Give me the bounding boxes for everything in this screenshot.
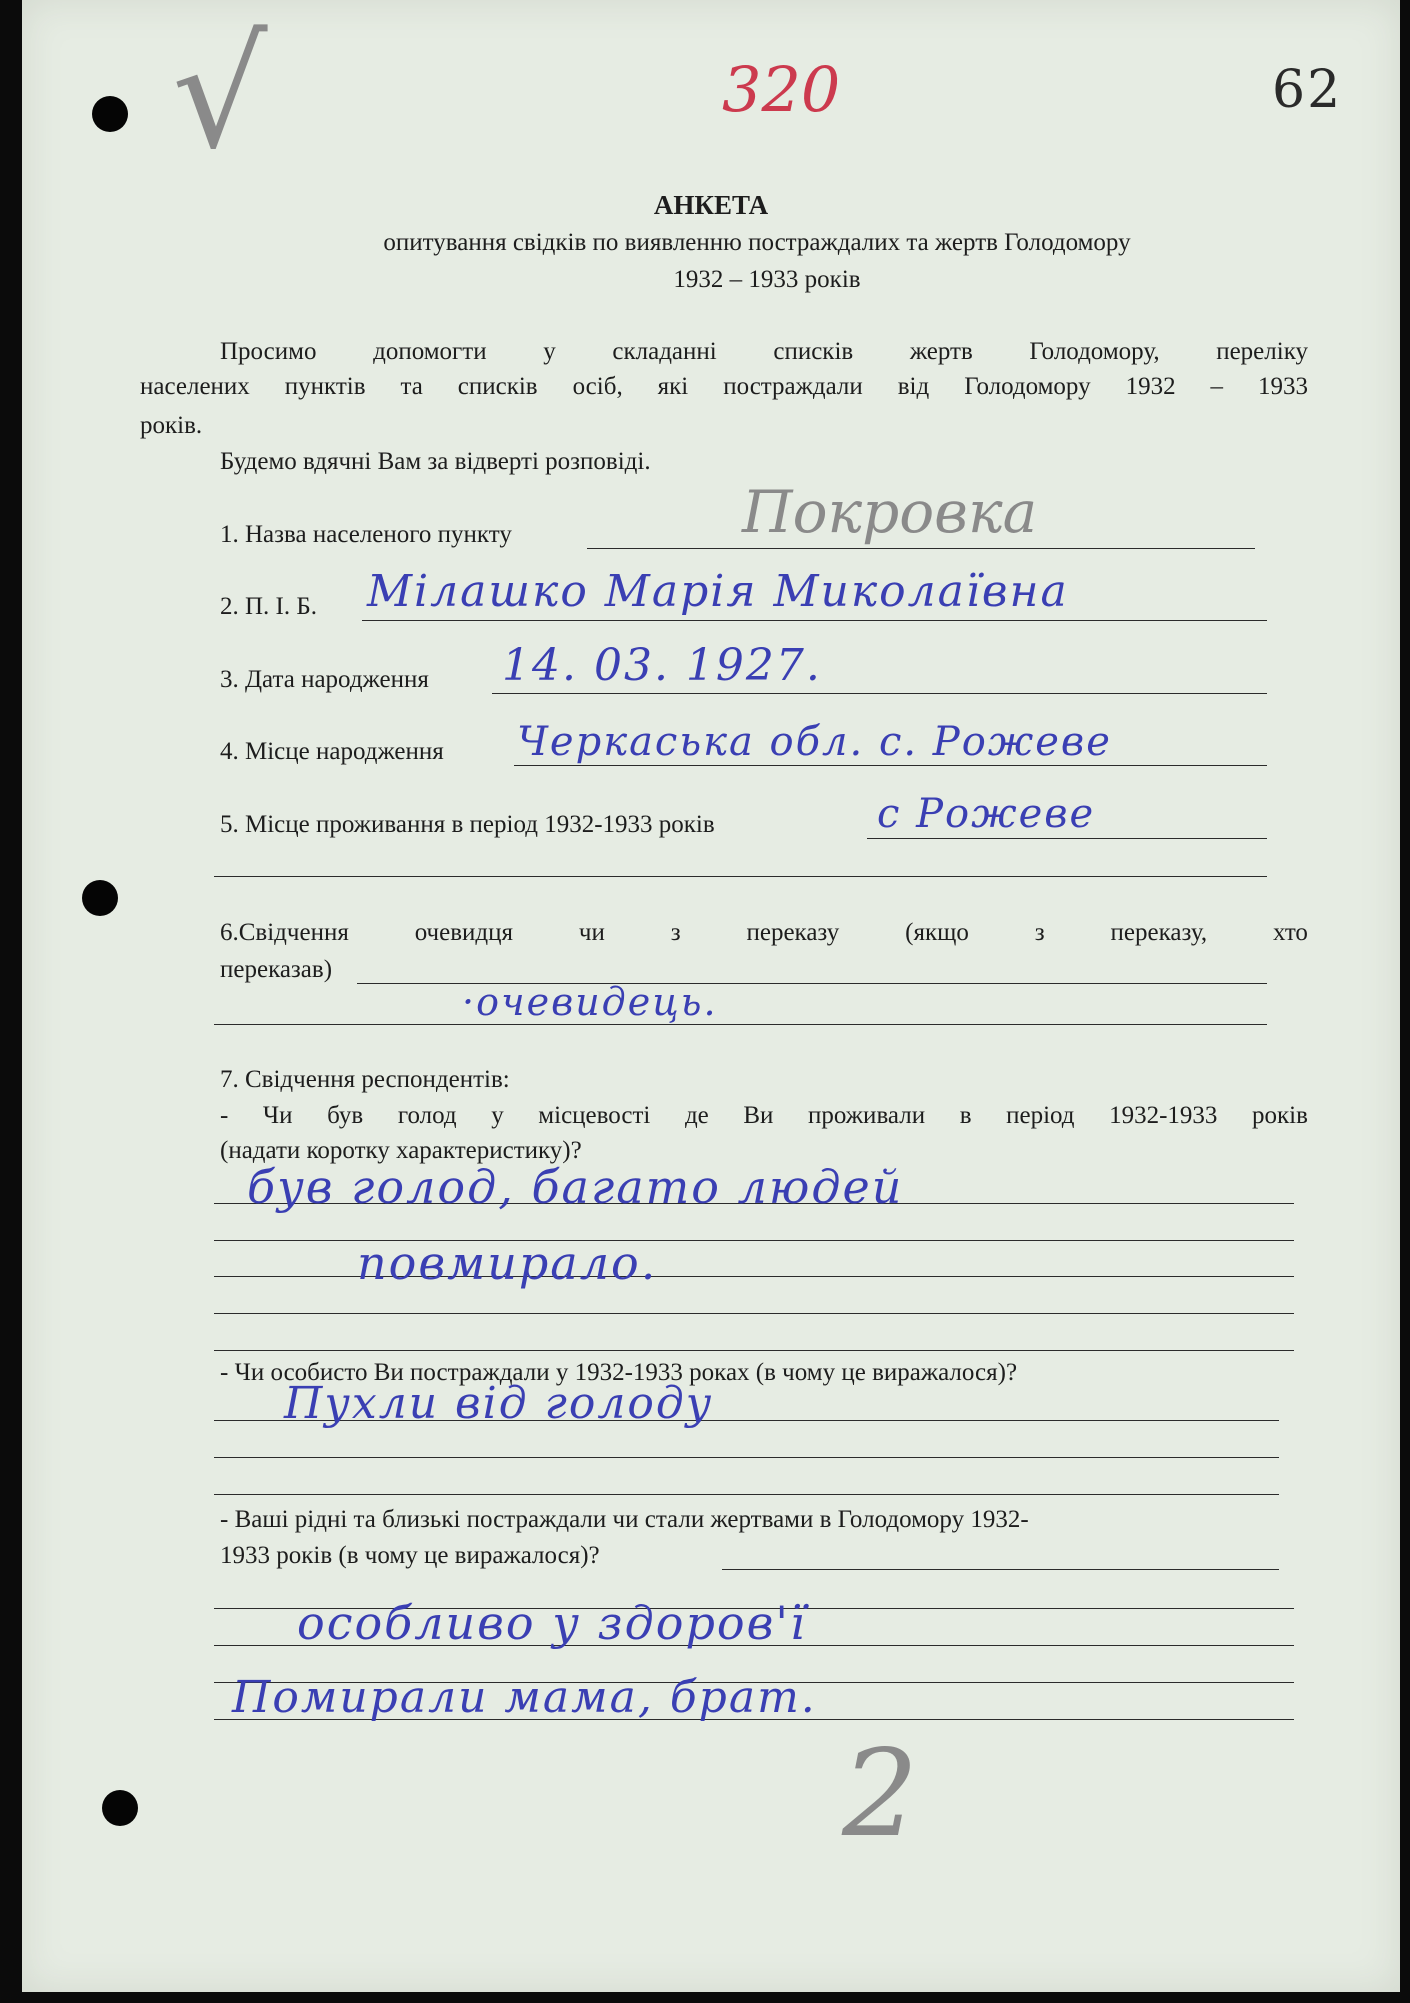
q6-word: переказу, (1110, 919, 1208, 946)
intro-line3: років. (140, 412, 203, 439)
intro-word: списків (773, 338, 854, 365)
form-subtitle-line2: 1932 – 1933 років (673, 266, 861, 293)
q6-word: переказу (746, 919, 840, 946)
intro-word: які (657, 373, 689, 400)
settlement-value: Покровка (742, 478, 1038, 546)
q7-word: проживали (808, 1102, 926, 1129)
q6-word: 6.Свідчення (220, 919, 349, 946)
q6-label-line2: переказав) (220, 956, 333, 983)
q7-question1-line2: (надати коротку характеристику)? (220, 1137, 582, 1164)
q6-answer: ·очевидець. (462, 980, 718, 1024)
archive-number: 320 (722, 53, 841, 126)
intro-line2 (140, 372, 1308, 402)
q7-word: в (959, 1102, 972, 1129)
q7-question3-line2: 1933 років (в чому це виражалося)? (220, 1542, 600, 1569)
intro-word: 1933 (1257, 373, 1308, 400)
q7-heading: 7. Свідчення респондентів: (220, 1066, 510, 1093)
q6-word: з (1034, 919, 1045, 946)
residence-label: 5. Місце проживання в період 1932-1933 років (220, 811, 715, 838)
intro-word: осіб, (572, 373, 623, 400)
q7-word: був (327, 1102, 364, 1129)
q7-answer2-line-3 (214, 1494, 1279, 1495)
intro-word: – (1210, 373, 1224, 400)
q7-question1-line1 (220, 1101, 1308, 1131)
intro-word: від (897, 373, 930, 400)
intro-word: та (400, 373, 423, 400)
q6-line-2 (214, 1024, 1267, 1025)
q7-word: Чи (262, 1102, 293, 1129)
q7-question3-line1: - Ваші рідні та близькі постраждали чи стали жертвами в Голодомору 1932- (220, 1506, 1029, 1533)
intro-word: Просимо (220, 338, 317, 365)
intro-word: Голодомору, (1029, 338, 1160, 365)
residence-value: с Рожеве (877, 791, 1096, 837)
intro-line1 (220, 337, 1308, 367)
intro-thanks: Будемо вдячні Вам за відверті розповіді. (220, 448, 651, 475)
check-mark: √ (172, 8, 268, 182)
q7-answer2: Пухли від голоду (284, 1378, 714, 1429)
q7-word: 1932-1933 (1109, 1102, 1218, 1129)
q7-answer1-line2: повмирало. (357, 1236, 658, 1290)
q7-word: у (491, 1102, 504, 1129)
birth-date-line (492, 693, 1267, 694)
birth-place-label: 4. Місце народження (220, 738, 444, 765)
q7-answer2-line-2 (214, 1457, 1279, 1458)
intro-word: у (543, 338, 556, 365)
q6-word: чи (578, 919, 605, 946)
q7-answer3-line2: Помирали мама, брат. (232, 1672, 817, 1723)
intro-word: допомогти (373, 338, 487, 365)
q7-word: голод (397, 1102, 457, 1129)
q7-question2: - Чи особисто Ви постраждали у 1932-1933 роках (в чому це виражалося)? (220, 1359, 1018, 1386)
q7-answer3-line1: особливо у здоров'ї (297, 1596, 807, 1650)
q7-word: місцевості (538, 1102, 651, 1129)
intro-word: населених (140, 373, 250, 400)
name-line (362, 620, 1267, 621)
residence-line-2 (214, 876, 1267, 877)
bottom-pencil-number: 2 (842, 1725, 919, 1864)
q7-word: період (1006, 1102, 1075, 1129)
q7-word: років (1252, 1102, 1308, 1129)
questionnaire-page (22, 0, 1400, 1992)
birth-place-value: Черкаська обл. с. Рожеве (517, 719, 1112, 765)
page-number: 62 (1272, 60, 1343, 120)
intro-word: пунктів (284, 373, 366, 400)
intro-word: списків (457, 373, 538, 400)
q7-answer3-line-1 (722, 1569, 1279, 1570)
q6-word: з (670, 919, 681, 946)
intro-word: постраждали (723, 373, 863, 400)
form-title: АНКЕТА (653, 190, 769, 220)
punch-hole-middle (82, 880, 118, 916)
intro-word: жертв (909, 338, 973, 365)
q7-answer1-line-4 (214, 1313, 1294, 1314)
intro-word: складанні (612, 338, 717, 365)
q6-word: хто (1272, 919, 1308, 946)
settlement-line (587, 548, 1255, 549)
q7-answer1-line-5 (214, 1350, 1294, 1351)
residence-line-1 (867, 838, 1267, 839)
birth-date-value: 14. 03. 1927. (502, 640, 822, 691)
birth-date-label: 3. Дата народження (220, 666, 429, 693)
q6-label-line1 (220, 918, 1308, 948)
q7-word: де (684, 1102, 709, 1129)
intro-word: 1932 (1125, 373, 1176, 400)
settlement-label: 1. Назва населеного пункту (220, 521, 512, 548)
punch-hole-bottom (102, 1790, 138, 1826)
q6-word: (якщо (905, 919, 969, 946)
q7-answer1-line1: був голод, багато людей (247, 1160, 904, 1214)
form-subtitle-line1: опитування свідків по виявленню постраждалих та жертв Голодомору (383, 229, 1131, 256)
q7-word: Ви (743, 1102, 774, 1129)
name-value: Мілашко Марія Миколаївна (367, 566, 1069, 617)
q7-word: - (220, 1102, 229, 1129)
intro-word: переліку (1216, 338, 1308, 365)
q6-word: очевидця (414, 919, 514, 946)
intro-word: Голодомору (964, 373, 1091, 400)
name-label: 2. П. І. Б. (220, 593, 317, 620)
punch-hole-top (92, 96, 128, 132)
